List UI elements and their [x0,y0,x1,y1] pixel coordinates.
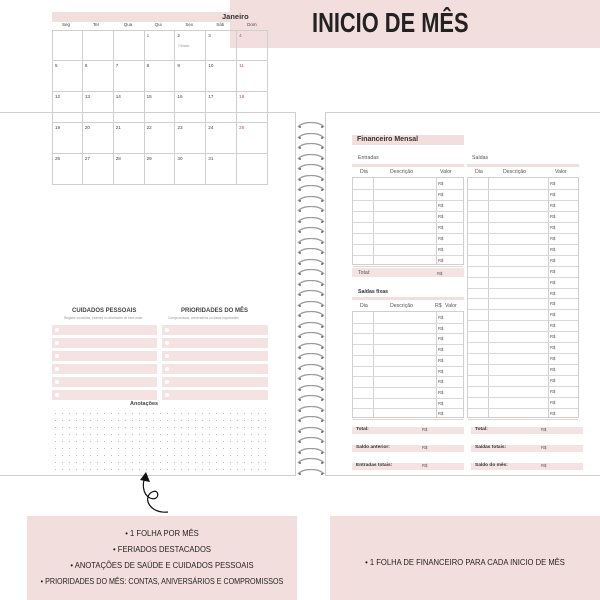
holiday-note: Feriado [178,44,190,48]
weekday-label: Ter [92,22,100,27]
day-number: 5 [55,63,58,68]
table-row [468,266,578,267]
calendar-day-cell [237,61,268,92]
day-number: 27 [84,156,90,161]
coil-ring [297,154,325,160]
coil-ring [297,227,325,233]
table-row [353,266,463,267]
table-row [353,344,463,345]
table-row [468,364,578,365]
coil-ring [297,469,325,475]
coil-ring [297,427,325,433]
coil-ring [297,322,325,328]
currency-label: R$ [438,411,444,417]
table-row [468,408,578,409]
personal-care-subtitle: Registre consultas, exames ou atividades de bem-estar [64,316,143,320]
currency-label: R$ [550,279,556,285]
calendar-day-cell [114,61,145,92]
weekday-label: Qui [154,22,162,27]
priorities-subtitle: Compromissos, aniversários ou datas importantes [168,316,239,320]
saidas-col-descricao: Descrição [503,169,527,175]
calendar-grid [52,22,268,185]
table-row [353,244,463,245]
priority-row [162,377,268,387]
finance-title: Financeiro Mensal [357,136,419,143]
calendar-day-cell [114,154,145,185]
day-number: 7 [115,63,119,68]
coil-ring [297,280,325,286]
day-number: 19 [55,125,61,130]
coil-ring [297,437,325,443]
currency-label: R$ [550,323,556,329]
saidas-label: Saídas [472,155,489,161]
table-row [468,298,578,299]
currency-label: R$ [550,235,556,241]
entradas-col-valor: Valor [440,169,452,175]
calendar-day-cell [237,92,268,123]
currency-label: R$ [550,345,556,351]
table-column-line [436,178,437,264]
total-currency: R$ [422,427,428,432]
calendar-day-cell [83,61,114,92]
day-number: 28 [115,156,121,161]
currency-label: R$ [550,334,556,340]
currency-label: R$ [438,347,444,353]
calendar-day-cell [237,154,268,185]
currency-label: R$ [438,379,444,385]
weekday-label: Dom [247,22,257,27]
table-row [353,189,463,190]
table-row [353,333,463,334]
calendar-day-cell [145,92,176,123]
calendar-day-cell [83,30,114,61]
calendar-day-cell [145,154,176,185]
calendar-day-cell [83,92,114,123]
coil-ring [297,164,325,170]
coil-ring [297,248,325,254]
priority-row [162,390,268,400]
currency-label: R$ [550,246,556,252]
total-currency: R$ [422,445,428,450]
table-row [468,320,578,321]
total-label: Total: [475,427,488,432]
total-currency: R$ [541,445,547,450]
currency-label: R$ [550,389,556,395]
coil-ring [297,196,325,202]
day-number: 25 [239,125,245,130]
table-row [353,376,463,377]
bullet-icon [165,393,169,397]
coil-ring [297,353,325,359]
table-row [468,200,578,201]
weekday-label: Seg [62,22,71,27]
table-row [353,211,463,212]
currency-label: R$ [550,268,556,274]
currency-label: R$ [550,202,556,208]
day-number: 31 [208,156,214,161]
total-currency: R$ [541,427,547,432]
calendar-day-cell [206,123,237,154]
entradas-underline [352,164,464,167]
day-number: 20 [84,125,90,130]
bullet-icon [55,367,59,371]
total-label: Saldo anterior: [356,445,390,450]
currency-label: R$ [550,301,556,307]
coil-ring [297,290,325,296]
priority-row [162,351,268,361]
fixas-col-valor: Valor [445,303,457,309]
calendar-day-cell [52,154,83,185]
table-row [353,408,463,409]
priority-row [162,325,268,335]
calendar-day-cell [206,154,237,185]
coil-ring [297,374,325,380]
calendar-day-cell [145,30,176,61]
day-number: 3 [208,33,211,38]
coil-ring [297,458,325,464]
currency-label: R$ [438,357,444,363]
currency-label: R$ [438,336,444,342]
day-number: 9 [177,63,180,68]
page-title: INICIO DE MÊS [312,7,469,38]
feature-line: • PRIORIDADES DO MÊS: CONTAS, ANIVERSÁRIOS E COMPROMISSOS [40,576,284,586]
table-row [468,342,578,343]
saidas-col-valor: Valor [555,169,567,175]
saidas-fixas-table [352,311,464,418]
calendar-day-cell [145,61,176,92]
total-label: Entradas totais: [356,463,393,468]
currency-label: R$ [438,325,444,331]
bullet-icon [165,341,169,345]
total-label: Total: [356,427,369,432]
bullet-icon [55,393,59,397]
calendar-day-cell [237,123,268,154]
table-row [353,323,463,324]
table-row [353,233,463,234]
currency-label: R$ [438,203,444,208]
day-number: 22 [146,125,152,130]
table-column-line [436,312,437,417]
currency-label: R$ [438,247,444,252]
table-row [353,398,463,399]
personal-care-row [52,338,157,348]
table-row [353,419,463,420]
currency-label: R$ [550,378,556,384]
currency-label: R$ [550,410,556,416]
currency-label: R$ [550,367,556,373]
table-row [468,222,578,223]
feature-line: • FERIADOS DESTACADOS [113,544,211,554]
bullet-icon [165,354,169,358]
feature-line: • ANOTAÇÕES DE SAÚDE E CUIDADOS PESSOAIS [70,560,254,570]
saidas-underline [467,164,579,167]
day-number: 15 [146,94,152,99]
coil-ring [297,143,325,149]
table-row [468,397,578,398]
personal-care-row [52,364,157,374]
table-row [353,387,463,388]
day-number: 24 [208,125,214,130]
day-number: 8 [146,63,150,68]
currency-label: R$ [550,290,556,296]
currency-label: R$ [550,356,556,362]
weekday-label: Qua [123,22,133,27]
day-number: 12 [55,94,61,99]
currency-label: R$ [438,214,444,219]
currency-label: R$ [550,312,556,318]
entradas-col-descricao: Descrição [390,169,414,175]
currency-label: R$ [438,236,444,241]
priority-row [162,364,268,374]
currency-label: R$ [438,315,444,320]
day-number: 2 [177,33,180,38]
entradas-total-currency: R$ [437,271,443,276]
currency-label: R$ [438,192,444,197]
table-row [468,255,578,256]
table-row [468,353,578,354]
saidas-fixas-underline [352,297,464,300]
currency-label: R$ [550,191,556,197]
day-number: 26 [55,156,61,161]
calendar-day-cell [52,61,83,92]
day-number: 4 [239,33,242,38]
calendar-day-cell [114,123,145,154]
table-row [468,375,578,376]
coil-ring [297,343,325,349]
entradas-table [352,177,464,265]
total-currency: R$ [422,463,428,468]
day-number: 16 [177,94,183,99]
table-row [353,200,463,201]
table-row [468,288,578,289]
coil-ring [297,301,325,307]
coil-ring [297,269,325,275]
table-row [468,331,578,332]
day-number: 1 [146,33,150,38]
currency-label: R$ [438,225,444,230]
bullet-icon [55,341,59,345]
coil-ring [297,311,325,317]
calendar-day-cell [52,123,83,154]
day-number: 11 [239,63,244,68]
bullet-icon [165,380,169,384]
calendar-day-cell [175,61,206,92]
day-number: 21 [115,125,121,130]
currency-label: R$ [550,181,556,186]
day-number: 10 [208,63,214,68]
coil-ring [297,259,325,265]
calendar-day-cell [83,123,114,154]
day-number: 29 [146,156,152,161]
feature-line: • 1 FOLHA DE FINANCEIRO PARA CADA INICIO DE MÊS [365,557,565,567]
table-row [468,244,578,245]
calendar-day-cell [114,30,145,61]
calendar-day-cell [237,30,268,61]
table-row [468,277,578,278]
day-number: 6 [84,63,88,68]
notes-title: Anotações [130,401,159,407]
feature-line: • 1 FOLHA POR MÊS [125,528,199,538]
currency-label: R$ [438,368,444,374]
entradas-col-dia: Dia [360,169,368,175]
calendar-day-cell [52,92,83,123]
table-row [468,309,578,310]
bullet-icon [165,367,169,371]
coil-ring [297,122,325,128]
currency-label: R$ [438,400,444,406]
coil-ring [297,133,325,139]
personal-care-row [52,377,157,387]
total-label: Saídas totais: [475,445,507,450]
day-number: 23 [177,125,183,130]
calendar-day-cell [175,154,206,185]
day-number: 18 [239,94,245,99]
total-currency: R$ [541,463,547,468]
coil-ring [297,175,325,181]
priorities-title: PRIORIDADES DO MÊS [181,308,249,314]
weekday-label: Sáb [216,22,225,27]
table-row [468,233,578,234]
dotted-notes-area [52,410,268,472]
coil-ring [297,406,325,412]
table-column-line [373,178,374,264]
entradas-total-label: Total: [358,270,371,276]
table-column-line [373,312,374,417]
currency-label: R$ [438,181,444,186]
bullet-icon [55,328,59,332]
saidas-fixas-label: Saídas fixas [358,289,388,295]
currency-label: R$ [550,224,556,230]
calendar-day-cell [175,123,206,154]
calendar-day-cell [145,123,176,154]
calendar-day-cell [83,154,114,185]
table-row [353,222,463,223]
coil-ring [297,395,325,401]
personal-care-row [52,351,157,361]
saidas-col-dia: Dia [475,169,483,175]
entradas-label: Entradas [358,155,379,161]
currency-label: R$ [550,257,556,263]
coil-ring [297,238,325,244]
fixas-col-descricao: Descrição [390,303,414,309]
personal-care-row [52,325,157,335]
table-row [353,355,463,356]
table-row [468,189,578,190]
bullet-icon [55,354,59,358]
table-row [468,386,578,387]
fixas-col-rs: R$ [435,303,442,309]
coil-ring [297,448,325,454]
coil-ring [297,332,325,338]
calendar-month: Janeiro [222,12,249,21]
day-number: 13 [84,94,90,99]
calendar-day-cell [206,30,237,61]
currency-label: R$ [550,400,556,405]
coil-ring [297,416,325,422]
table-row [353,366,463,367]
currency-label: R$ [438,389,444,395]
weekday-label: Sex [185,22,194,27]
personal-care-title: CUIDADOS PESSOAIS [72,308,137,314]
coil-ring [297,364,325,370]
day-number: 14 [115,94,121,99]
currency-label: R$ [438,258,444,263]
fixas-col-dia: Dia [360,303,368,309]
day-number: 17 [208,94,214,99]
calendar-day-cell [206,92,237,123]
table-row [468,419,578,420]
coil-ring [297,217,325,223]
priority-row [162,338,268,348]
coil-ring [297,185,325,191]
bullet-icon [165,328,169,332]
calendar-day-cell [114,92,145,123]
table-row [353,255,463,256]
curved-arrow-icon [128,468,178,518]
title-band [230,0,600,48]
coil-ring [297,385,325,391]
calendar-day-cell [206,61,237,92]
table-row [468,211,578,212]
personal-care-row [52,390,157,400]
saidas-table [467,177,579,418]
calendar-day-cell [52,30,83,61]
total-label: Saldo do mês: [475,463,508,468]
bullet-icon [55,380,59,384]
day-number: 30 [177,156,183,161]
coil-ring [297,206,325,212]
calendar-day-cell [175,92,206,123]
currency-label: R$ [550,213,556,219]
